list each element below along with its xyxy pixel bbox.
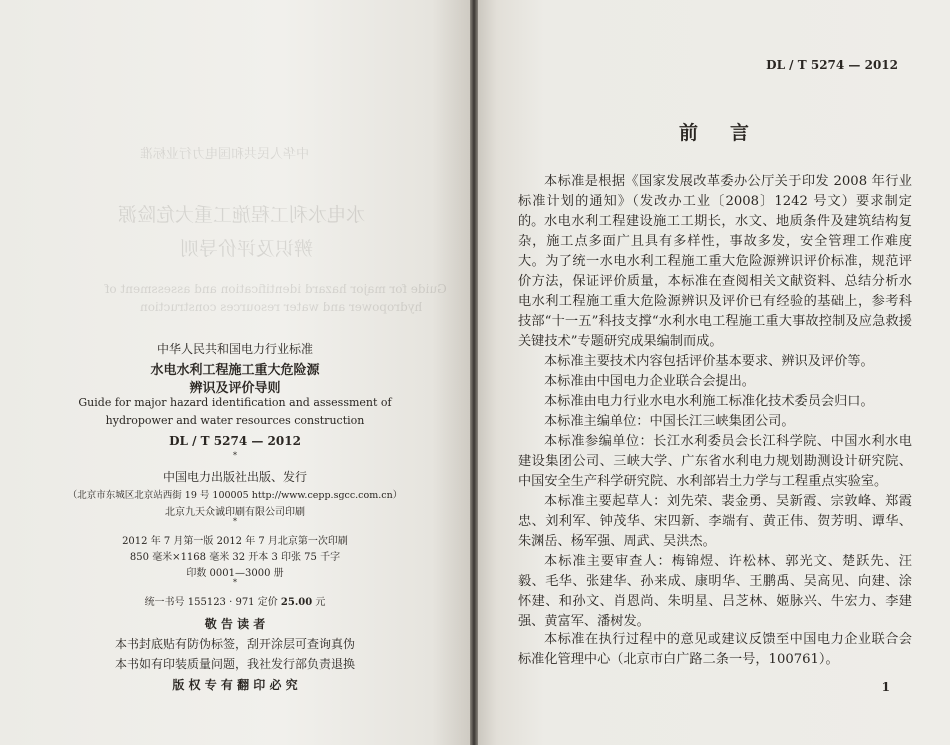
bleed-through-text: hydropower and water resources construction bbox=[140, 300, 423, 314]
print-run: 印数 0001—3000 册 bbox=[186, 568, 284, 579]
industry-standard-label: 中华人民共和国电力行业标准 bbox=[156, 342, 313, 356]
right-page-foreword bbox=[478, 0, 950, 745]
foreword-paragraph: 本标准是根据《国家发展改革委办公厅关于印发 2008 年行业标准计划的通知》（发改办工业〔2008〕1242 号文）要求制定的。 bbox=[518, 174, 912, 229]
page-number: 1 bbox=[881, 680, 890, 694]
standard-number: DL / T 5274 — 2012 bbox=[169, 434, 301, 448]
foreword-paragraph: 本标准主要起草人：刘先荣、裴金勇、吴新霞、宗敦峰、郑霞忠、刘利军、钟茂华、宋四新、李端有、黄正伟、贺芳明、谭华、朱渊岳、杨军强、周武、吴洪杰。 bbox=[518, 494, 912, 549]
foreword-paragraph: 本标准主编单位：中国长江三峡集团公司。 bbox=[544, 414, 795, 429]
english-title-line1: Guide for major hazard identification and assessment of bbox=[78, 396, 392, 409]
foreword-paragraph: 本标准在执行过程中的意见或建议反馈至中国电力企业联合会标准化管理中心（北京市白广路二条一号，100761）。 bbox=[518, 632, 912, 667]
format-info: 850 毫米×1168 毫米 32 开本 3 印张 75 千字 bbox=[129, 552, 341, 563]
copyright-notice: 版 权 专 有 翻 印 必 究 bbox=[172, 678, 298, 692]
isbn-label: 统一书号 155123 · 971 定价 bbox=[144, 597, 281, 608]
bleed-through-text: Guide for major hazard identification and assessment of bbox=[105, 282, 447, 296]
bleed-through-text: 水电水利工程施工重大危险源 bbox=[118, 204, 366, 226]
foreword-paragraph: 本标准由中国电力企业联合会提出。 bbox=[544, 374, 755, 389]
book-title-line1: 水电水利工程施工重大危险源 bbox=[150, 363, 320, 378]
price-unit: 元 bbox=[312, 597, 326, 608]
publisher: 中国电力出版社出版、发行 bbox=[162, 470, 307, 484]
isbn-price bbox=[0, 593, 470, 608]
publisher-address: （北京市东城区北京站西街 19 号 100005 http://www.cepp.sgcc.com.cn） bbox=[67, 490, 403, 501]
reader-notice-title: 敬 告 读 者 bbox=[204, 617, 266, 631]
book-gutter bbox=[470, 0, 478, 745]
edition-info: 2012 年 7 月第一版 2012 年 7 月北京第一次印刷 bbox=[122, 536, 348, 547]
reader-notice-line2: 本书如有印装质量问题，我社发行部负责退换 bbox=[114, 657, 355, 671]
bleed-through-text: 中华人民共和国电力行业标准 bbox=[140, 147, 310, 162]
price-value: 25.00 bbox=[280, 597, 313, 608]
reader-notice-line1: 本书封底贴有防伪标签，刮开涂层可查询真伪 bbox=[114, 637, 355, 651]
foreword-paragraph: 本标准主要审查人：梅锦煜、许松林、郭光文、楚跃先、汪毅、毛华、张建华、孙来成、康明华、王鹏禹、吴高见、向建、涂怀建、和孙文、肖恩尚、朱明星、吕芝林、姬脉兴、牛宏力、李建强、黄富军、潘树发。 bbox=[518, 554, 912, 629]
english-title-line2: hydropower and water resources construction bbox=[105, 414, 365, 427]
foreword-paragraph: 本标准由电力行业水电水利施工标准化技术委员会归口。 bbox=[544, 394, 874, 409]
foreword-paragraph: 水电水利工程建设施工工期长，水文、地质条件及建筑结构复杂，施工点多面广且具有多样性，事故多发，安全管理工作难度大。为了统一水电水利工程施工重大危险源辨识评价标准，规范评价方法，保证评价质量，本标准在查阅相关文献资料、总结分析水电水利工程施工重大危险源辨识及评价已有经验的基础上，参考科技部“十一五”科技支撑“水利水电工程施工重大事故控制及应急救援关键技术”专题研究成果编制而成。 bbox=[518, 214, 912, 349]
foreword-paragraph: 本标准主要技术内容包括评价基本要求、辨识及评价等。 bbox=[544, 354, 874, 369]
separator-star: * bbox=[233, 517, 237, 526]
separator-star: * bbox=[233, 578, 237, 587]
foreword-paragraph: 本标准参编单位：长江水利委员会长江科学院、中国水利水电建设集团公司、三峡大学、广东省水利电力规划勘测设计研究院、中国安全生产科学研究院、水利部岩土力学与工程重点实验室。 bbox=[518, 434, 912, 489]
left-page-copyright bbox=[0, 0, 470, 745]
bleed-through-text: 辨识及评价导则 bbox=[180, 238, 314, 260]
printer: 北京九天众诚印刷有限公司印刷 bbox=[165, 507, 305, 518]
foreword-title: 前言 bbox=[678, 122, 781, 144]
book-title-line2: 辨识及评价导则 bbox=[189, 381, 281, 396]
running-header: DL / T 5274 — 2012 bbox=[766, 58, 898, 72]
separator-star: * bbox=[233, 451, 237, 460]
